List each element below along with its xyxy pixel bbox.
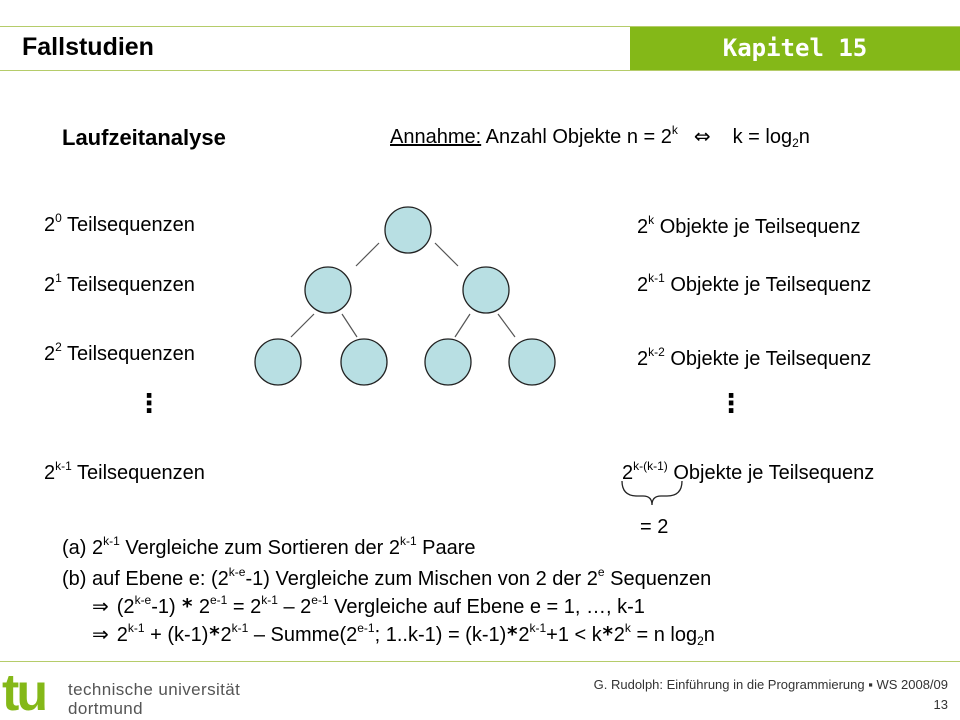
tree-node-level2 (509, 339, 555, 385)
tree-edge (455, 314, 470, 337)
tree-node-level2 (425, 339, 471, 385)
level-1-count: $2^1$ Teilsequenzen (44, 271, 195, 296)
tree-edge (498, 314, 515, 337)
page-number: 13 (933, 697, 948, 712)
assumption-line: Annahme: Anzahl Objekte $n = 2^k$ ⇔ $k = \log_2n$ (390, 123, 810, 151)
tree-node-root (385, 207, 431, 253)
vertical-ellipsis-left: ⋮ (136, 389, 162, 419)
tu-logo-icon (2, 672, 62, 718)
header-bottom-line (0, 70, 960, 71)
tree-node-level2 (255, 339, 301, 385)
tree-edge (342, 314, 357, 337)
slide-header-title: Fallstudien (22, 33, 154, 61)
footer-credit: G. Rudolph: Einführung in die Programmierung ▪ WS 2008/09 (593, 677, 948, 692)
level-last-size: $2^{k-(k-1)}$ Objekte je Teilsequenz (622, 459, 875, 484)
level-0-size: 2$^k$ Objekte je Teilsequenz (637, 213, 861, 238)
assumption-text: Anzahl Objekte n = 2 (485, 126, 672, 148)
university-line-1: technische universität (68, 680, 241, 699)
logo-text: tu (2, 672, 46, 718)
assumption-label: Annahme: (390, 126, 482, 148)
tree-node-level2 (341, 339, 387, 385)
analysis-line-b: (b) auf Ebene e: (2$^{k-e}$-1) Vergleiche zum Mischen von 2 der 2e Sequenzen (62, 565, 712, 590)
section-title: Laufzeitanalyse (62, 125, 226, 150)
chapter-badge: Kapitel 15 (630, 27, 960, 70)
level-0-count: $2^0$ Teilsequenzen (44, 211, 195, 236)
tree-node-level1 (463, 267, 509, 313)
level-2-size: 2$^{k-2}$ Objekte je Teilsequenz (637, 345, 872, 370)
tree-edge (291, 314, 314, 337)
level-1-size: 2$^{k-1}$ Objekte je Teilsequenz (637, 271, 872, 296)
level-last-count: 2$^{k-1}$ Teilsequenzen (44, 459, 205, 484)
university-name (68, 680, 240, 718)
university-line-2: dortmund (68, 699, 144, 718)
implies-icon: ⇒ (92, 622, 109, 646)
tree-edge (435, 243, 458, 266)
brace-result: = 2 (640, 516, 669, 538)
level-2-count: $2^2$ Teilsequenzen (44, 340, 195, 365)
vertical-ellipsis-right: ⋮ (718, 389, 744, 419)
footer-line (0, 661, 960, 662)
analysis-line-d: ⇒ $2^{k-1} + (k-1)*2^{k-1}$ – Summe(2$^{e-1}$; $1..k-1) = (k-1)*2^{k-1}+1 < k*2^k = n$ $\log_2n$ (92, 621, 715, 649)
tree-node-level1 (305, 267, 351, 313)
equivalence-arrow-icon: ⇔ (693, 124, 711, 148)
analysis-line-a: (a) 2$^{k-1}$ Vergleiche zum Sortieren der 2$^{k-1}$ Paare (62, 534, 476, 559)
tree-edge (356, 243, 379, 266)
implies-icon: ⇒ (92, 594, 109, 618)
assumption-result: k = log (732, 126, 793, 148)
analysis-line-c: ⇒ $(2^{k-e}-1) * 2^{e-1} = 2^{k-1} - 2^{e-1}$ Vergleiche auf Ebene e = 1, …, k-1 (92, 593, 645, 618)
